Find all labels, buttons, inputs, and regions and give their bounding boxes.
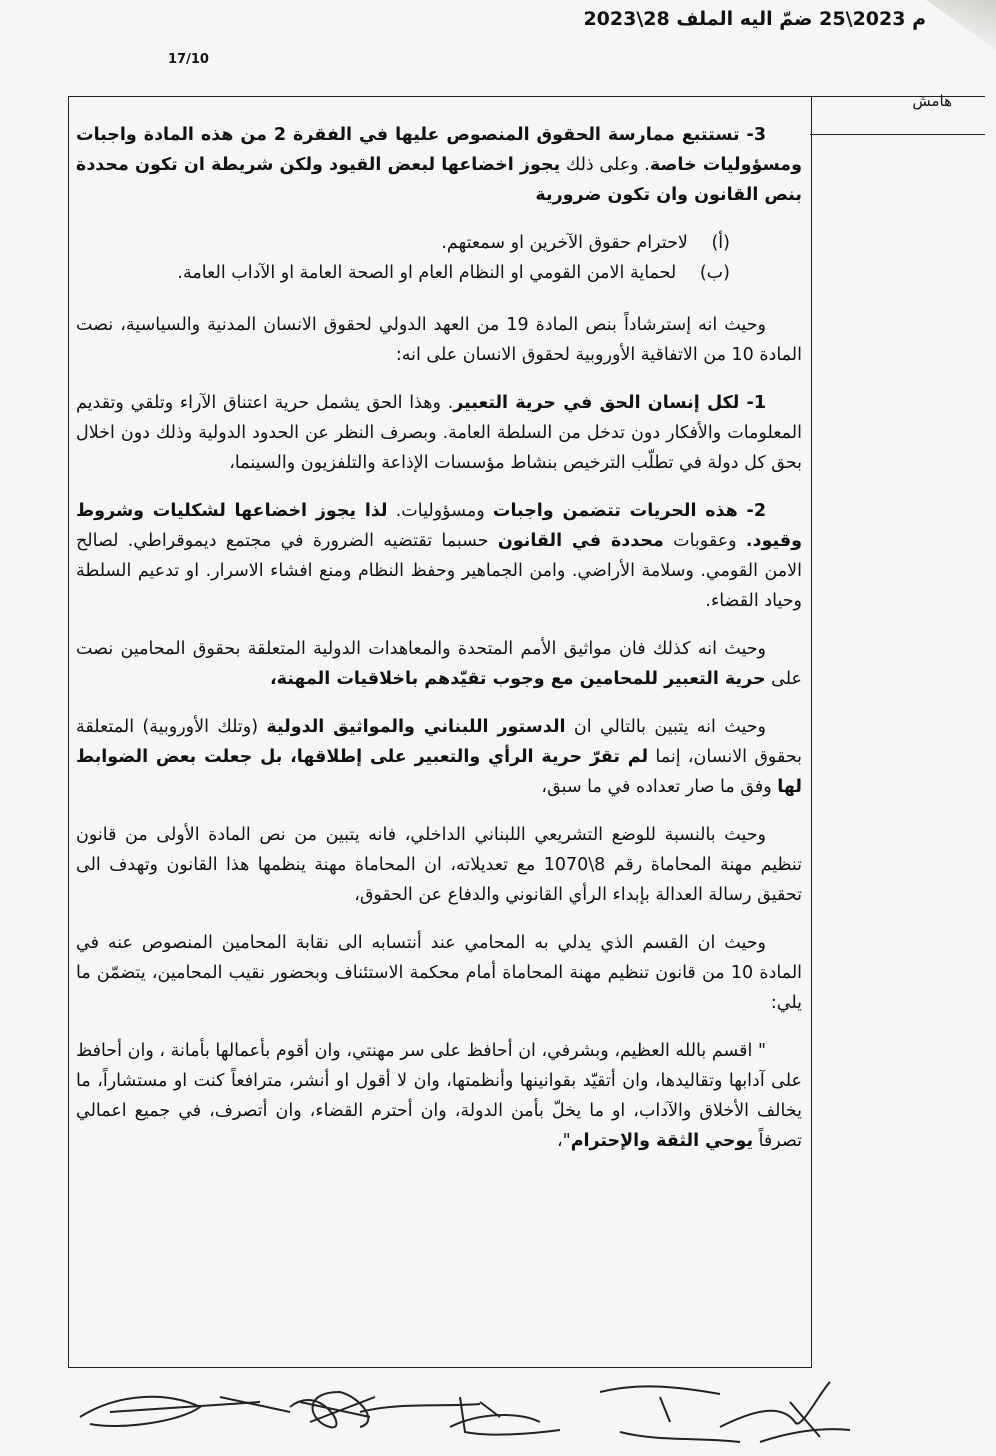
- sub-item-text: لحماية الامن القومي او النظام العام او الصحة العامة او الآداب العامة.: [177, 263, 677, 283]
- text: وحيث انه كذلك فان مواثيق الأمم المتحدة والمعاهدات الدولية المتعلقة بحقوق المحامين نصت على: [76, 639, 802, 689]
- paragraph-oath-intro: وحيث ان القسم الذي يدلي به المحامي عند أنتسابه الى نقابة المحامين المنصوص عنه في المادة 10 من قانون تنظيم مهنة المحاماة أمام محكمة الاستئناف وبحضور نقيب المحامين، يتضمّن ما يلي:: [76, 933, 803, 1013]
- text: " اقسم بالله العظيم، وبشرفي، ان أحافظ على سر مهنتي، وان أقوم بأعمالها بأمانة ، وان أحافظ على آدابها وتقاليدها، وان أتقيّد بقوانينها وأنظمتها، وان لا أقول او أنشر، مترافعاً كنت او مستشاراً، ما يخالف الأخلاق والآداب، او ما يخلّ بأمن الدولة، وان أحترم القضاء، وان أتصرف، في جميع اعمالي تصرفاً: [76, 1041, 802, 1151]
- paragraph-article-3: [76, 120, 802, 210]
- text: وعقوبات: [663, 531, 746, 551]
- sub-item-a: [76, 228, 802, 258]
- document-body: [76, 120, 802, 1174]
- bold-text: لم تقرّ حرية الرأي والتعبير على إطلاقها، بل جعلت بعض الضوابط لها: [76, 747, 802, 797]
- paragraph-constitution: [76, 712, 802, 802]
- margin-divider: [810, 134, 985, 135]
- paragraph-un-charters: [76, 634, 802, 694]
- sub-item-mark: (أ): [711, 233, 730, 253]
- bold-text: لذا يجوز اخضاعها لشكليات وشروط وقيود.: [76, 501, 802, 551]
- text: وحيث انه يتبين بالتالي ان: [565, 717, 766, 737]
- page-curl: [926, 0, 996, 50]
- page-number: 17/10: [168, 52, 209, 67]
- signatures: [60, 1372, 940, 1452]
- text: حسبما تقتضيه الضرورة في مجتمع ديموقراطي. لصالح الامن القومي. وسلامة الأراضي. وامن الجماهير وحفظ النظام ومنع افشاء الاسرار. او تدعيم السلطة وحياد القضاء.: [76, 531, 802, 611]
- bold-text: 2- هذه الحريات تتضمن واجبات: [492, 501, 766, 521]
- text: . وهذا الحق يشمل حرية اعتناق الآراء وتلقي وتقديم المعلومات والأفكار دون تدخل من السلطة العامة. وبصرف النظر عن الحدود الدولية وذلك دون اخلال بحق كل دولة في تطلّب الترخيص بنشاط مؤسسات الإذاعة والتلفزيون والسينما،: [76, 393, 802, 473]
- paragraph-echr-2: [76, 496, 802, 616]
- bold-text: 3- تستتبع ممارسة الحقوق المنصوص عليها في الفقرة 2 من هذه المادة واجبات ومسؤوليات خاصة: [76, 125, 802, 175]
- signature-5: [600, 1386, 740, 1442]
- bold-text: يجوز اخضاعها لبعض القيود ولكن شريطة ان تكون محددة بنص القانون وان تكون ضرورية: [76, 155, 802, 205]
- signature-3: [360, 1402, 500, 1417]
- paragraph-oath-quote: [76, 1036, 802, 1156]
- case-header: [583, 8, 926, 30]
- bold-text: 1- لكل إنسان الحق في حرية التعبير: [453, 393, 767, 413]
- paragraph-iccpr: وحيث انه إسترشاداً بنص المادة 19 من العهد الدولي لحقوق الانسان المدنية والسياسية، نصت المادة 10 من الاتفاقية الأوروبية لحقوق الانسان على انه:: [76, 315, 802, 365]
- bold-text: حرية التعبير للمحامين مع وجوب تقيّدهم باخلاقيات المهنة،: [269, 669, 766, 689]
- text: ومسؤوليات.: [387, 501, 493, 521]
- margin-column: [810, 96, 985, 1367]
- bold-text: يوحي الثقة والإحترام: [570, 1131, 754, 1151]
- signature-6: [720, 1382, 850, 1442]
- text: "،: [556, 1131, 571, 1151]
- bold-text: محددة في القانون: [497, 531, 664, 551]
- text: وفق ما صار تعداده في ما سبق،: [541, 777, 778, 797]
- sub-item-text: لاحترام حقوق الآخرين او سمعتهم.: [441, 233, 688, 253]
- paragraph-echr-1: [76, 388, 802, 478]
- signature-1: [80, 1397, 290, 1426]
- text: . وعلى ذلك: [560, 155, 650, 175]
- margin-label: هامش: [912, 92, 952, 110]
- paragraph-lebanese-law: وحيث بالنسبة للوضع التشريعي اللبناني الداخلي، فانه يتبين من نص المادة الأولى من قانون تنظيم مهنة المحاماة رقم 8\1070 مع تعديلاته، ان المحاماة مهنة ينظمها هذا القانون وتهدف الى تحقيق رسالة العدالة بإبداء الرأي القانوني والدفاع عن الحقوق،: [76, 825, 803, 905]
- text: (وتلك الأوروبية) المتعلقة بحقوق الانسان، إنما: [76, 717, 802, 767]
- signature-2: [290, 1392, 375, 1427]
- sub-item-b: [76, 258, 802, 288]
- bold-text: الدستور اللبناني والمواثيق الدولية: [266, 717, 566, 737]
- sub-item-mark: (ب): [699, 263, 730, 283]
- signature-4: [450, 1397, 560, 1435]
- case-number: م 2023\25 ضمّ اليه الملف 28\2023: [583, 8, 926, 30]
